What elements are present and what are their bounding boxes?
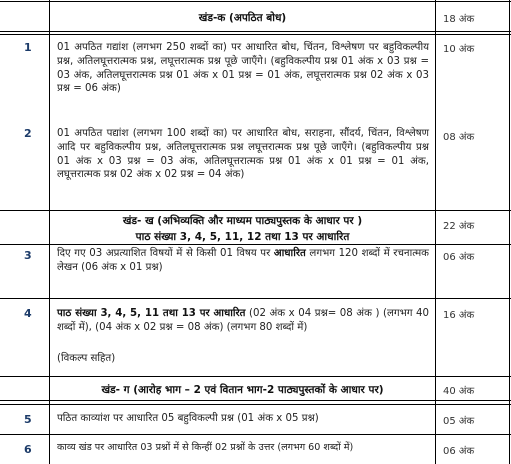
table-border-right [509,0,510,464]
item-text-bold: पाठ संख्या 3, 4, 5, 11 तथा 13 पर आधारित [57,308,246,319]
item-text [57,307,429,335]
item-number: 1 [24,41,32,54]
item-text: 01 अपठित पद्यांश (लगभग 100 शब्दों का) पर आधारित बोध, सराहना, सौंदर्य, चिंतन, विश्लेषण आदि पर बहुविकल्पीय प्रश्न, अतिलघूत्तरात्मक प्रश्न लघूत्तरात्मक प्रश्न पूछे जाएँगे। (बहुविकल्पीय प्रश्न 01 अंक x 03 प्रश्न = 03 अंक, अतिलघूत्तरात्मक प्रश्न 01 अंक x 01 प्रश्न = 01 अंक, लघूत्तरात्मक प्रश्न 02 अंक x 02 प्रश्न = 04 अंक) [57,128,429,181]
section-b-heading: खंड- ख (अभिव्यक्ति और माध्यम पाठ्यपुस्तक के आधार पर ) [122,215,363,227]
item-text: 01 अपठित गद्यांश (लगभग 250 शब्दों का) पर आधारित बोध, चिंतन, विश्लेषण पर बहुविकल्पीय प्रश्न, अतिलघूत्तरात्मक प्रश्न, लघूत्तरात्मक प्रश्न पूछे जाएँगे। (बहुविकल्पीय प्रश्न 01 अंक x 03 प्रश्न = 03 अंक, अतिलघूत्तरात्मक प्रश्न 01 अंक x 01 प्रश्न = 01 अंक, लघूत्तरात्मक प्रश्न 02 अंक x 03 प्रश्न = 06 अंक) [57,42,429,95]
section-b-marks: 22 अंक [443,221,475,232]
section-b-subheading: पाठ संख्या 3, 4, 5, 11, 12 तथा 13 पर आधारित [135,231,350,243]
item-note: (विकल्प सहित) [57,353,116,364]
item-marks: 08 अंक [443,132,475,143]
item-number: 6 [24,443,32,456]
section-c-marks: 40 अंक [443,386,475,397]
item-text-part: दिए गए 03 अप्रत्याशित विषयों में से किसी 01 विषय पर [57,248,274,259]
item-number: 2 [24,127,32,140]
item-text [57,247,429,275]
item-text-part: (02 अंक x 04 प्रश्न= 08 अंक ) (लगभग 40 शब्दों में), (04 अंक x 02 प्रश्न = 08 अंक) (लगभग 80 शब्दों में) [57,308,429,333]
item-marks: 05 अंक [443,416,475,427]
column-divider [435,0,436,464]
item-marks: 16 अंक [443,310,475,321]
section-c-heading: खंड- ग (आरोह भाग – 2 एवं वितान भाग-2 पाठ्यपुस्तकों के आधार पर) [101,384,384,396]
item-number: 4 [24,307,32,320]
item-marks: 06 अंक [443,446,475,457]
item-text-part: लगभग 120 शब्दों में रचनात्मक लेखन (06 अंक x 01 प्रश्न) [57,248,429,273]
item-marks: 06 अंक [443,252,475,263]
section-a-marks: 18 अंक [443,14,475,25]
item-marks: 10 अंक [443,44,475,55]
item-text: पठित काव्यांश पर आधारित 05 बहुविकल्पी प्रश्न (01 अंक x 05 प्रश्न) [57,413,319,424]
item-number: 3 [24,249,32,262]
item-text-bold: आधारित [273,248,306,259]
section-a-heading: खंड-क (अपठित बोध) [198,12,287,24]
item-text: काव्य खंड पर आधारित 03 प्रश्नों में से किन्हीं 02 प्रश्नों के उत्तर (लगभग 60 शब्दों में) [57,442,354,453]
item-number: 5 [24,413,32,426]
